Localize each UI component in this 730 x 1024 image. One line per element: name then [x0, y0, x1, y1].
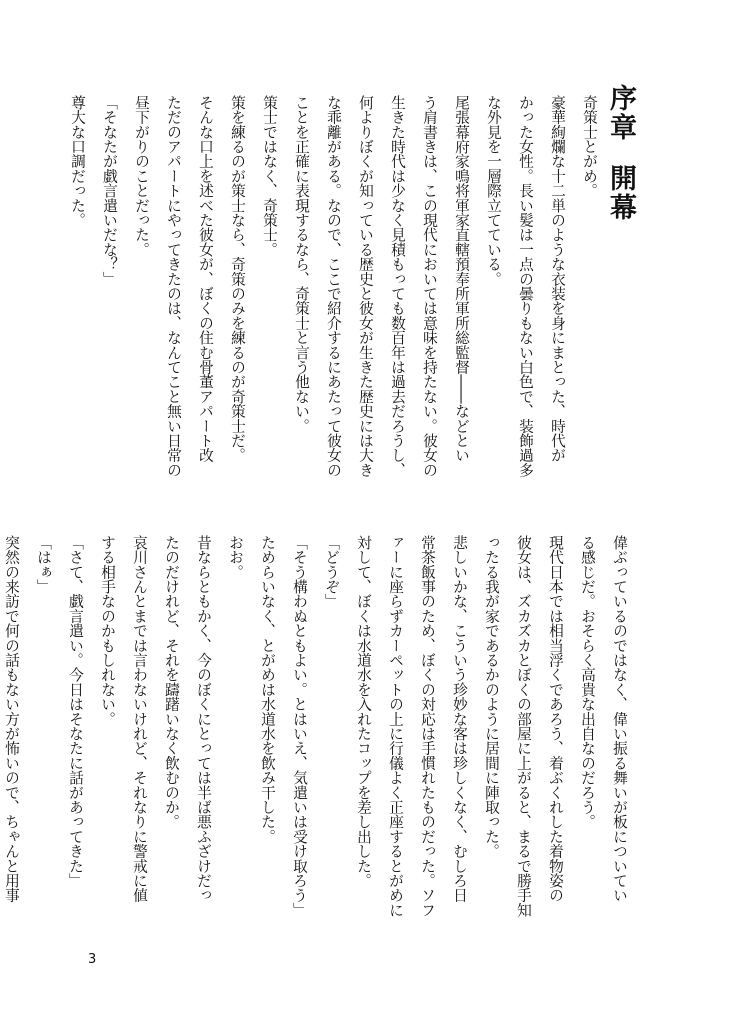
text-line: かった女性。長い髪は一点の曇りもない白色で、装飾過多	[517, 95, 534, 478]
text-line: おお。	[227, 535, 244, 580]
text-line: な外見を一層際立てている。	[485, 95, 502, 287]
text-line: る感じだ。おそらく高貴な出自なのだろう。	[579, 535, 596, 829]
text-line: 悲しいかな、こういう珍妙な客は珍しくなく、むしろ日	[451, 535, 468, 903]
text-line: そんな口上を述べた彼女が、ぼくの住む骨董アパート改	[197, 95, 214, 463]
upper-text-block	[61, 95, 605, 485]
text-line: な乖離がある。なので、ここで紹介するにあたって彼女の	[325, 95, 342, 478]
text-line: 彼女は、ズカズカとぼくの部屋に上がると、まるで勝手知	[515, 535, 532, 918]
text-line: 常茶飯事のため、ぼくの対応は手慣れたものだった。ソフ	[419, 535, 436, 918]
text-line: 「どうぞ」	[323, 535, 340, 609]
text-line: 奇策士とがめ。	[581, 95, 598, 198]
text-line: ただのアパートにやってきたのは、なんてこと無い日常の	[165, 95, 182, 478]
text-line: 昔ならともかく、今のぼくにとっては半ば悪ふざけだっ	[195, 535, 212, 903]
text-line: 策士ではなく、奇策士。	[261, 95, 278, 257]
text-line: 哀川さんとまでは言わないけれど、それなりに警戒に値	[131, 535, 148, 903]
text-line: 策を練るのが策士なら、奇策のみを練るのが奇策士だ。	[229, 95, 246, 463]
chapter-label: 序章	[605, 84, 636, 142]
text-line: 偉ぶっているのではなく、偉い振る舞いが板についてい	[611, 535, 628, 903]
text-line: 尾張幕府家鳴将軍家直轄預奉所軍所総監督――などとい	[453, 95, 470, 463]
text-line: 現代日本では相当浮くであろう、着ぶくれした着物姿の	[547, 535, 564, 903]
text-line: 豪華絢爛な十二単のような衣装を身にまとった、時代が	[549, 95, 566, 463]
text-line: 「さて、戯言遣い。今日はそなたに話があってきた」	[67, 535, 84, 888]
text-line: 生きた時代は少なく見積もっても数百年は過去だろうし、	[389, 95, 406, 478]
text-line: 尊大な口調だった。	[69, 95, 86, 228]
text-line: ことを正確に表現するなら、奇策士と言う他ない。	[293, 95, 310, 434]
text-line: 対して、ぼくは水道水を入れたコップを差し出した。	[355, 535, 372, 888]
text-line: ためらいなく、とがめは水道水を飲み干した。	[259, 535, 276, 844]
text-line: 「そなたが戯言遣いだな？」	[101, 95, 118, 287]
text-line: 「はぁ」	[35, 535, 52, 594]
page-number: 3	[88, 952, 97, 967]
chapter-title	[601, 84, 640, 222]
text-line: ったる我が家であるかのように居間に陣取った。	[483, 535, 500, 859]
text-line: する相手なのかもしれない。	[99, 535, 116, 727]
text-line: 何よりぼくが知っている歴史と彼女が生きた歴史には大き	[357, 95, 374, 478]
text-line: 突然の来訪で何の話もない方が怖いので、ちゃんと用事	[3, 535, 20, 903]
lower-text-block	[0, 535, 635, 925]
chapter-name: 開幕	[605, 164, 636, 222]
text-line: たのだけれど、それを躊躇いなく飲むのか。	[163, 535, 180, 829]
text-line: 昼下がりのことだった。	[133, 95, 150, 257]
text-line: う肩書きは、この現代においては意味を持たない。彼女の	[421, 95, 438, 478]
text-line: 「そう構わぬともよい。とはいえ、気遣いは受け取ろう」	[291, 535, 308, 918]
text-line: ァーに座らずカーペットの上に行儀よく正座するとがめに	[387, 535, 404, 918]
